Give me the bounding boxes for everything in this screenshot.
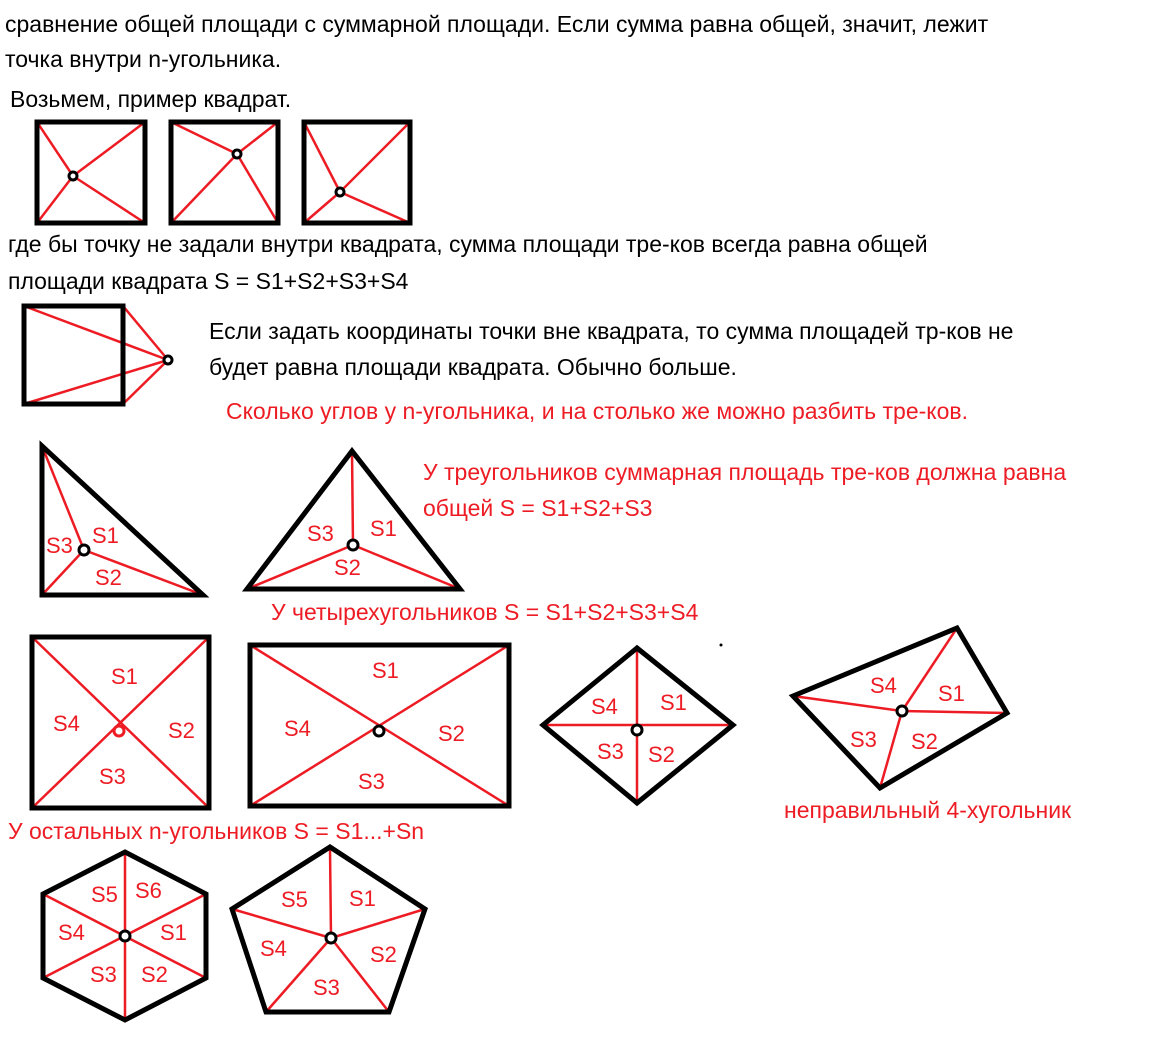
area-label-s1: S1 <box>160 920 187 945</box>
stray-dot <box>720 644 723 647</box>
area-label-s3: S3 <box>313 975 340 1000</box>
area-label-s4: S4 <box>53 711 80 736</box>
square-note-line-1: где бы точку не задали внутри квадрата, сумма площади тре-ков всегда равна общей <box>8 231 928 257</box>
area-label-s6: S6 <box>135 878 162 903</box>
area-label-s1: S1 <box>349 886 376 911</box>
intro-line-1: сравнение общей площади с суммарной площади. Если сумма равна общей, значит, лежит <box>5 11 989 37</box>
outside-point-square <box>24 306 172 404</box>
inner-point <box>374 726 384 736</box>
example-square-2 <box>171 122 278 223</box>
triangle-note-line-1: У треугольников суммарная площадь тре-ков должна равна <box>423 459 1067 485</box>
inner-point <box>114 726 124 736</box>
example-square-1 <box>37 122 145 223</box>
area-label-s3: S3 <box>90 962 117 987</box>
area-label-s2: S2 <box>168 718 195 743</box>
area-label-s4: S4 <box>284 716 311 741</box>
area-label-s1: S1 <box>111 664 138 689</box>
hexagon <box>43 852 206 1020</box>
area-label-s3: S3 <box>46 533 73 558</box>
area-label-s2: S2 <box>438 721 465 746</box>
area-label-s4: S4 <box>591 694 618 719</box>
example-square-3 <box>304 122 410 223</box>
area-label-s3: S3 <box>597 739 624 764</box>
inner-point <box>233 150 241 158</box>
angles-note: Сколько углов у n-угольника, и на столько же можно разбить тре-ков. <box>226 398 968 424</box>
right-triangle <box>42 446 203 595</box>
triangle-note-line-2: общей S = S1+S2+S3 <box>423 495 653 521</box>
inner-point <box>120 931 130 941</box>
irregular-quad-caption: неправильный 4-хугольник <box>784 797 1072 823</box>
area-label-s5: S5 <box>91 882 118 907</box>
area-label-s4: S4 <box>58 920 85 945</box>
inner-point <box>632 725 642 735</box>
area-label-s3: S3 <box>99 764 126 789</box>
inner-point <box>69 172 77 180</box>
area-label-s2: S2 <box>911 729 938 754</box>
inner-point <box>897 706 907 716</box>
example-heading: Возьмем, пример квадрат. <box>10 86 292 112</box>
area-label-s1: S1 <box>938 681 965 706</box>
area-label-s3: S3 <box>358 769 385 794</box>
outside-note-line-1: Если задать координаты точки вне квадрата, то сумма площадей тр-ков не <box>209 318 1014 344</box>
area-label-s1: S1 <box>372 658 399 683</box>
inner-point <box>79 545 89 555</box>
quad-note: У четырехугольников S = S1+S2+S3+S4 <box>271 599 699 625</box>
quad-square <box>32 637 209 808</box>
irregular-quad <box>793 628 1007 788</box>
outside-note-line-2: будет равна площади квадрата. Обычно больше. <box>209 354 737 380</box>
outside-point <box>164 356 172 364</box>
pentagon <box>232 847 425 1012</box>
area-label-s2: S2 <box>334 555 361 580</box>
area-label-s2: S2 <box>648 742 675 767</box>
ngon-note: У остальных n-угольников S = S1...+Sn <box>8 818 425 844</box>
area-label-s3: S3 <box>850 727 877 752</box>
quad-rhombus <box>543 648 733 803</box>
isosceles-triangle <box>247 451 460 589</box>
quad-rectangle <box>250 645 509 806</box>
area-label-s2: S2 <box>95 565 122 590</box>
square-note-line-2: площади квадрата S = S1+S2+S3+S4 <box>8 268 409 294</box>
area-label-s5: S5 <box>281 887 308 912</box>
area-label-s1: S1 <box>660 690 687 715</box>
inner-point <box>326 933 336 943</box>
area-label-s3: S3 <box>307 521 334 546</box>
area-label-s2: S2 <box>370 942 397 967</box>
area-label-s1: S1 <box>92 523 119 548</box>
area-label-s4: S4 <box>870 673 897 698</box>
inner-point <box>336 188 344 196</box>
area-label-s4: S4 <box>260 936 287 961</box>
area-label-s1: S1 <box>370 516 397 541</box>
inner-point <box>348 540 358 550</box>
intro-line-2: точка внутри n-угольника. <box>5 46 282 72</box>
area-label-s2: S2 <box>141 962 168 987</box>
